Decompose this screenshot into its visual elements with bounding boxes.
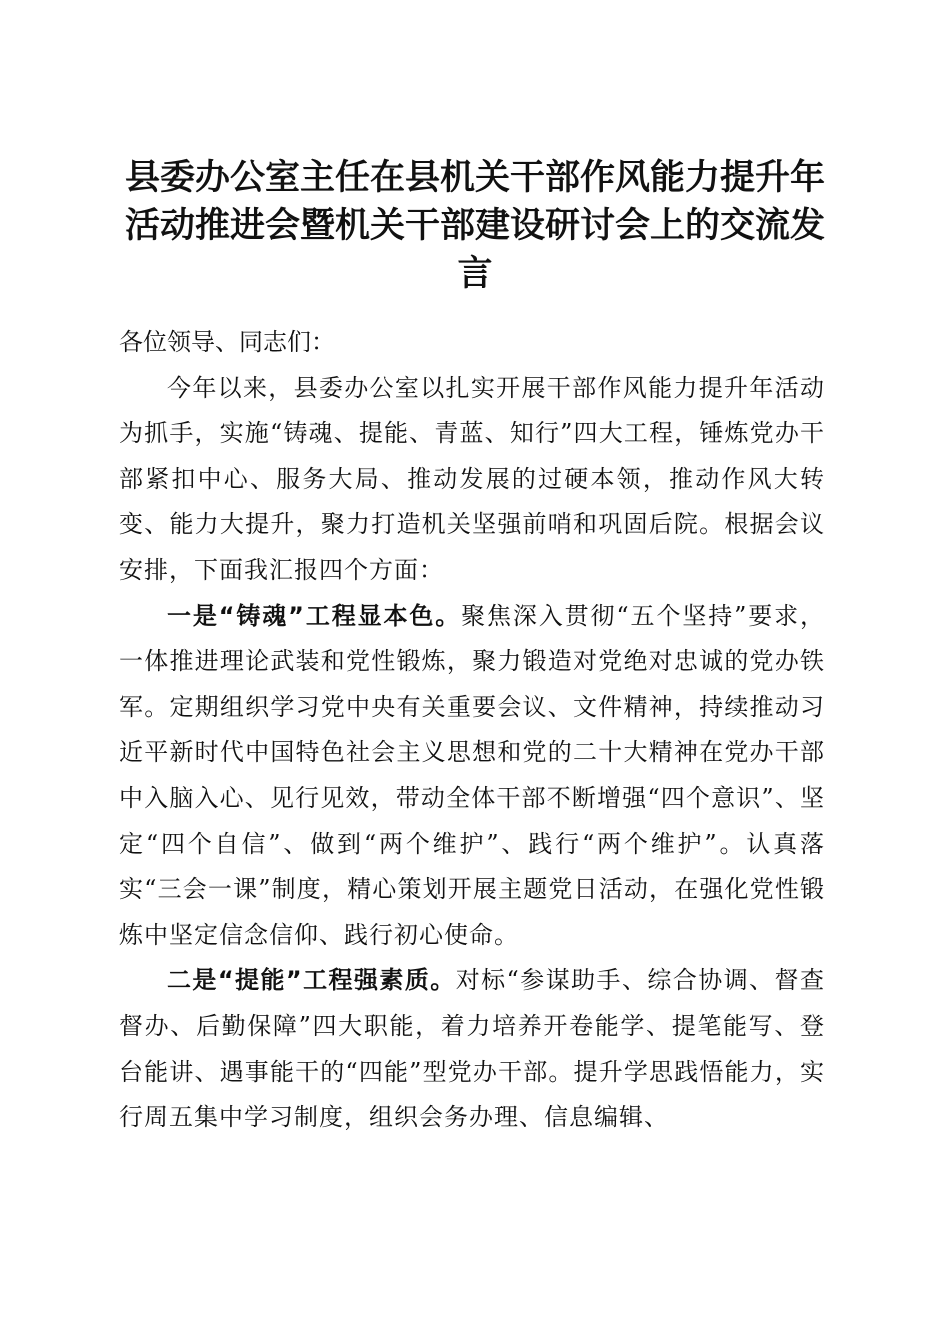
paragraph-text: 聚焦深入贯彻“五个坚持”要求，一体推进理论武装和党性锻炼，聚力锻造对党绝对忠诚的党办铁军。定期组织学习党中央有关重要会议、文件精神，持续推动习近平新时代中国特色社会主义思想和党的二十大精神在党办干部中入脑入心、见行见效，带动全体干部不断增强“四个意识”、坚定“四个自信”、做到“两个维护”、践行“两个维护”。认真落实“三会一课”制度，精心策划开展主题党日活动，在强化党性锻炼中坚定信念信仰、践行初心使命。	[119, 601, 825, 949]
paragraph-text: 对标“参谋助手、综合协调、督查督办、后勤保障”四大职能，着力培养开卷能学、提笔能写、登台能讲、遇事能干的“四能”型党办干部。提升学思践悟能力，实行周五集中学习制度，组织会务办理、信息编辑、	[119, 966, 825, 1132]
document-title: 县委办公室主任在县机关干部作风能力提升年活动推进会暨机关干部建设研讨会上的交流发言	[124, 158, 825, 295]
paragraph-ability-project	[119, 958, 825, 1140]
paragraph-lead: 二是“提能”工程强素质。	[167, 966, 456, 995]
salutation: 各位领导、同志们：	[119, 328, 335, 356]
paragraph-lead: 一是“铸魂”工程显本色。	[167, 601, 462, 630]
paragraph-soul-project	[119, 594, 825, 959]
document-body	[119, 320, 825, 1141]
paragraph-text: 今年以来，县委办公室以扎实开展干部作风能力提升年活动为抓手，实施“铸魂、提能、青蓝、知行”四大工程，锤炼党办干部紧扣中心、服务大局、推动发展的过硬本领，推动作风大转变、能力大提升，聚力打造机关坚强前哨和巩固后院。根据会议安排，下面我汇报四个方面：	[119, 373, 825, 584]
paragraph-intro	[119, 366, 825, 594]
